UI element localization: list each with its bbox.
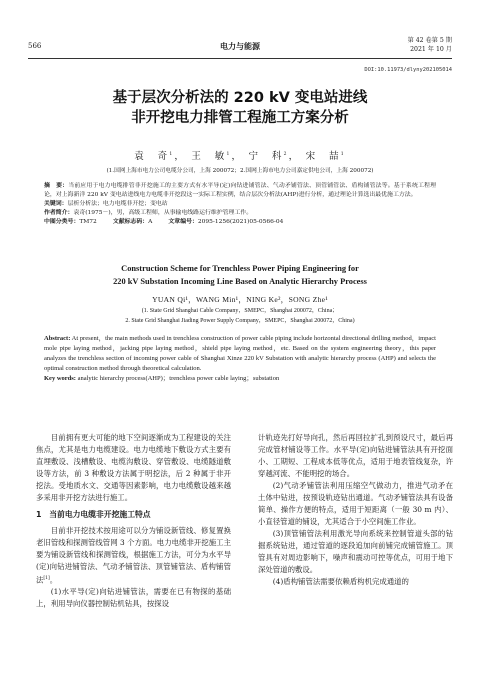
english-abstract-text: At present，the main methods used in trenchless construction of power cable piping include horizontal directional drilling method，impact mole pipe laying method，jacking pipe laying method，shield pipe laying method，etc. Based on the system engineering theory，this paper analyzes the trenchless section of incoming power cable of Shanghai Xinze 220 kV Substation with analytic hierarchy process (AHP) and selects the optimal construction method through theoretical calculation.: [44, 335, 436, 372]
chinese-abstract-block: [44, 182, 436, 227]
author-4-sup: 1: [340, 151, 346, 157]
volume-issue: 第 42 卷第 5 期: [407, 37, 452, 44]
abstract-cn-label: 摘 要：: [44, 183, 69, 189]
keywords-cn-label: 关键词：: [44, 201, 68, 207]
author-2-sup: 1: [226, 151, 232, 157]
body-text: 目前非开挖技术按用途可以分为铺设新管线、修复置换老旧管线和探测管线管网 3 个方面。电力电缆非开挖施工主要为铺设新管线和探测管线，根据施工方法，可分为水平导(定)向钻进铺管法、气动矛铺管法、顶管铺管法、盾构铺管法: [36, 526, 231, 585]
title-line-1: 基于层次分析法的 220 kV 变电站进线: [112, 90, 368, 106]
english-title-line-2: 220 kV Substation Incoming Line Based on Analytic Hierarchy Process: [113, 277, 367, 286]
doi: DOI:10.11973/dlyny202105014: [364, 67, 452, 73]
journal-name: 电力与能源: [220, 42, 260, 51]
article-id-value: 2095-1256(2021)05-0566-04: [197, 219, 284, 225]
author-info-label: 作者简介：: [44, 210, 74, 216]
issue-info: [408, 36, 452, 54]
author-list: [0, 148, 480, 162]
body-paragraph: (4)盾构铺管法需要依赖盾构机完成通道的: [272, 577, 409, 586]
author-1: 袁 奇: [134, 151, 170, 162]
english-abstract: [44, 334, 436, 374]
abstract-cn-text: 当前应用于电力电缆排管非开挖施工的主要方式有水平导(定)向钻进铺管法、气动矛铺管法、顶管铺管法、盾构铺管法等。基于系统工程理论，对上海新洋 220 kV 变电站进线电力电缆非开挖段这一实际工程实例，结合层次分析法(AHP)进行分析，通过理论计算选出最优施工方法。: [44, 183, 436, 198]
author-info: [44, 209, 436, 218]
clc-label: 中图分类号：: [44, 219, 80, 225]
author-1-sup: 1: [169, 151, 175, 157]
article-id-label: 文章编号：: [168, 219, 198, 225]
body-paragraph: (2)气动矛铺管法利用压缩空气做动力，推进气动矛在土体中钻进，按预设轨迹钻出通道。气动矛铺管法具有设备简单、操作方便的特点，适用于短距离（一般 30 m 内）、小直径管道的铺设，尤其适合于小空间施工作业。: [258, 481, 453, 526]
affiliation: (1.国网上海市电力公司电缆分公司，上海 200072；2.国网上海市电力公司嘉定供电公司，上海 200072): [106, 168, 374, 174]
english-title: [0, 262, 480, 288]
author-sep: ，: [231, 151, 244, 162]
body-paragraph: [36, 525, 231, 586]
english-title-line-1: Construction Scheme for Trenchless Power Piping Engineering for: [121, 264, 359, 273]
body-paragraph: (1)水平导(定)向钻进铺管法，需要在已有物探的基础上，利用导向仪器控制钻机钻具，按探设: [36, 587, 231, 609]
english-keywords-label: Key words:: [44, 375, 76, 382]
title-line-2: 非开挖电力排管工程施工方案分析: [131, 110, 349, 126]
english-keywords-text: analytic hierarchy process(AHP)；trenchless power cable laying；substation: [77, 375, 280, 382]
author-info-text: 袁奇(1975－)，男，高级工程师，从事输电线路运行维护管理工作。: [73, 210, 253, 216]
keywords-cn-text: 层析分析法；电力电缆非开挖；变电站: [67, 201, 168, 207]
citation: [1]: [43, 576, 50, 581]
header-divider: [28, 58, 452, 59]
classification-line: [44, 218, 436, 227]
english-affil-1: (1. State Grid Shanghai Cable Company，SMEPC，Shanghai 200072，China；: [141, 308, 339, 314]
body-text: 。: [49, 575, 58, 585]
author-2: 王 敏: [191, 151, 227, 162]
body-paragraph: 计轨迹先打好导向孔，然后再回拉扩孔到预设尺寸，最后再完成管材铺设等工作。水平导(定)向钻进铺管法具有开挖面小、工期短、工程成本低等优点，适用于地表管线复杂，许穿越河流、不能明挖的场合。: [258, 433, 453, 478]
author-sep: ，: [174, 151, 187, 162]
keywords-cn: [44, 200, 436, 209]
english-keywords: [44, 374, 436, 384]
article-title: [0, 88, 480, 128]
english-affiliation: [0, 307, 480, 326]
author-sep: ，: [288, 151, 301, 162]
english-affil-2: 2. State Grid Shanghai Jiading Power Supply Company，SMEPC，Shanghai 200072，China): [125, 317, 355, 324]
body-paragraph: (3)顶管铺管法利用激光导向系统来控制管道头部的钻掘系统钻进，通过管道的逐段追加向前铺完成铺管施工。顶管具有对周边影响下，噪声和震动可控等优点，可用于地下深处管道的敷设。: [258, 529, 453, 574]
body-paragraph: 目前拥有更大可能的地下空间逐渐成为工程建设的关注焦点，尤其是电力电缆建设。电力电缆地下敷设方式主要有直埋敷设、浅槽敷设、电缆沟敷设、穿管敷设、电缆隧道敷设等方法，前 3 种敷设方法属于明挖法，后 2 种属于非开挖法。受地质水文、交通等因素影响，电力电缆敷设越来越多采用非开挖方法进行施工。: [36, 433, 231, 502]
section-heading: 1 当前电力电缆非开挖施工特点: [36, 510, 151, 519]
author-4: 宋 喆: [305, 151, 341, 162]
english-abstract-block: [44, 334, 436, 384]
doc-code-label: 文献标志码：: [112, 219, 149, 225]
abstract-cn: [44, 182, 436, 200]
author-3-sup: 2: [283, 151, 289, 157]
doc-code-value: A: [148, 219, 153, 225]
page-number: 566: [28, 42, 42, 50]
body-right-column: [258, 432, 453, 588]
english-abstract-label: Abstract:: [44, 335, 71, 342]
english-authors: YUAN Qi¹，WANG Min¹，NING Ke²，SONG Zhe¹: [152, 295, 328, 304]
clc-value: TM72: [79, 219, 97, 225]
author-3: 宁 科: [248, 151, 284, 162]
issue-date: 2021 年 10 月: [410, 46, 452, 53]
body-left-column: [36, 432, 231, 610]
